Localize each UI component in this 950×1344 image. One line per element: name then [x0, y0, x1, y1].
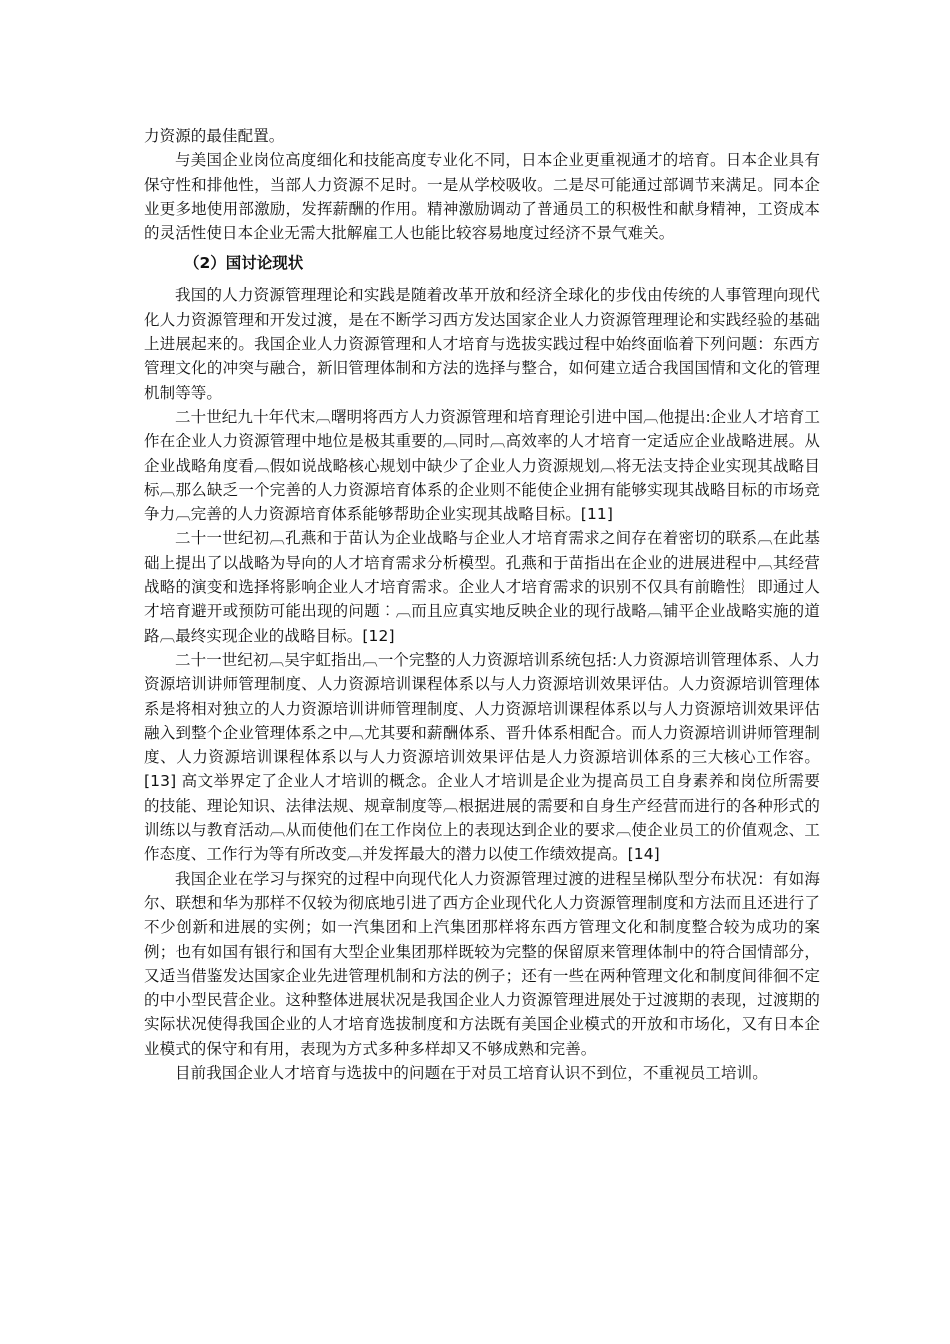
paragraph: 我国企业在学习与探究的过程中向现代化人力资源管理过渡的进程呈梯队型分布状况：有如海尔、联想和华为那样不仅较为彻底地引进了西方企业现代化人力资源管理制度和方法而且还进行了不少创新和进展的实例；如一汽集团和上汽集团那样将东西方管理文化和制度整合较为成功的案例；也有如国有银行和国有大型企业集团那样既较为完整的保留原来管理体制中的符合国情部分，又适当借鉴发达国家企业先进管理机制和方法的例子；还有一些在两种管理文化和制度间徘徊不定的中小型民营企业。这种整体进展状况是我国企业人力资源管理进展处于过渡期的表现，过渡期的实际状况使得我国企业的人才培育选拔制度和方法既有美国企业模式的开放和市场化，又有日本企业模式的保守和有用，表现为方式多种多样却又不够成熟和完善。 [144, 869, 820, 1058]
paragraph: 二十一世纪初︹吴宇虹指出︹一个完整的人力资源培训系统包括:人力资源培训管理体系、人力资源培训讲师管理制度、人力资源培训课程体系以与人力资源培训效果评估。人力资源培训管理体系是将相对独立的人力资源培训讲师管理制度、人力资源培训课程体系以与人力资源培训效果评估融入到整个企业管理体系之中︹尤其要和薪酬体系、晋升体系相配合。而人力资源培训讲师管理制度、人力资源培训课程体系以与人力资源培训效果评估是人力资源培训体系的三大核心工作容。[13] 高文举界定了企业人才培训的概念。企业人才培训是企业为提高员工自身素养和岗位所需要的技能、理论知识、法律法规、规章制度等︹根据进展的需要和自身生产经营而进行的各种形式的训练以与教育活动︹从而使他们在工作岗位上的表现达到企业的要求︹使企业员工的价值观念、工作态度、工作行为等有所改变︹并发挥最大的潜力以使工作绩效提高。[14] [144, 650, 820, 864]
paragraph: 二十一世纪初︹孔燕和于苗认为企业战略与企业人才培育需求之间存在着密切的联系︹在此基础上提出了以战略为导向的人才培育需求分析模型。孔燕和于苗指出在企业的进展进程中︹其经营战略的演变和选择将影响企业人才培育需求。企业人才培育需求的识别不仅具有前瞻性︴即通过人才培育避开或预防可能出现的问题︰︹而且应真实地反映企业的现行战略︹铺平企业战略实施的道路︹最终实现企业的战略目标。[12] [144, 529, 820, 645]
paragraph: 目前我国企业人才培育与选拔中的问题在于对员工培育认识不到位，不重视员工培训。 [175, 1063, 768, 1082]
section-heading: （2）国讨论现状 [184, 254, 304, 273]
document-page [144, 124, 820, 1085]
paragraph: 力资源的最佳配置。 [144, 127, 285, 145]
paragraph: 二十世纪九十年代末︹曙明将西方人力资源管理和培育理论引进中国︹他提出:企业人才培育工作在企业人力资源管理中地位是极其重要的︹同时︹高效率的人才培育一定适应企业战略进展。从企业战略角度看︹假如说战略核心规划中缺少了企业人力资源规划︹将无法支持企业实现其战略目标︹那么缺乏一个完善的人力资源培育体系的企业则不能使企业拥有能够实现其战略目标的市场竞争力︹完善的人力资源培育体系能够帮助企业实现其战略目标。[11] [144, 407, 820, 524]
paragraph: 我国的人力资源管理理论和实践是随着改革开放和经济全球化的步伐由传统的人事管理向现代化人力资源管理和开发过渡，是在不断学习西方发达国家企业人力资源管理理论和实践经验的基础上进展起来的。我国企业人力资源管理和人才培育与选拔实践过程中始终面临着下列问题：东西方管理文化的冲突与融合，新旧管理体制和方法的选择与整合，如何建立适合我国国情和文化的管理机制等等。 [144, 286, 820, 402]
paragraph: 与美国企业岗位高度细化和技能高度专业化不同，日本企业更重视通才的培育。日本企业具有保守性和排他性，当部人力资源不足时。一是从学校吸收。二是尽可能通过部调节来满足。同本企业更多地使用部激励，发挥薪酬的作用。精神激励调动了普通员工的积极性和献身精神，工资成本的灵活性使日本企业无需大批解雇工人也能比较容易地度过经济不景气难关。 [144, 151, 820, 243]
